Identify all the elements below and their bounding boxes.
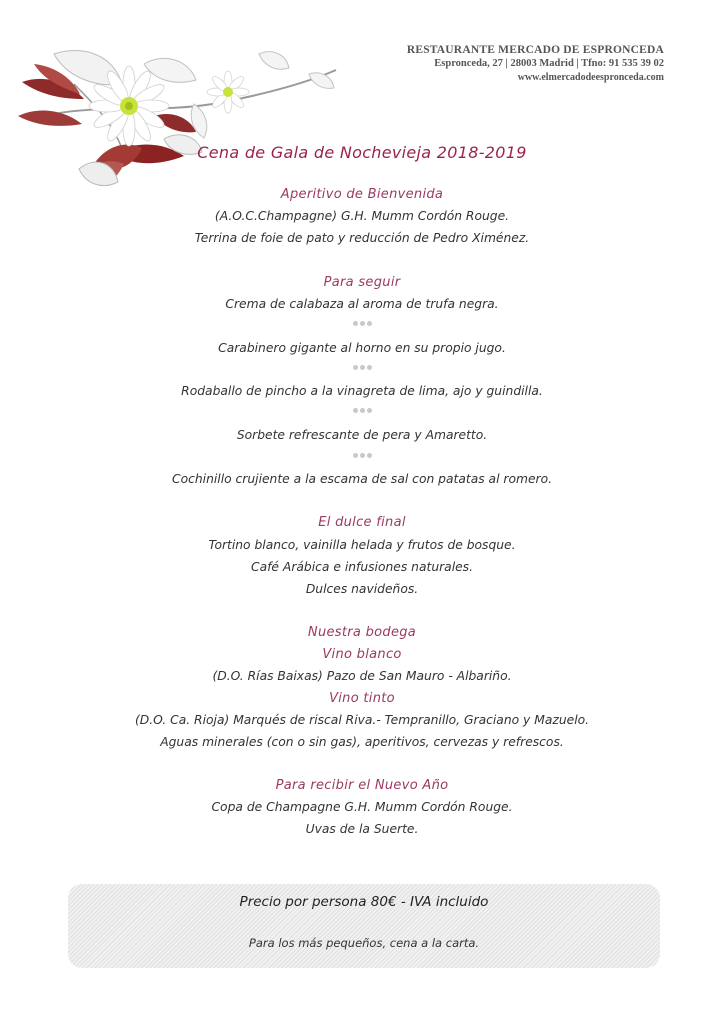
subheading-vino-blanco: Vino blanco xyxy=(322,647,402,662)
dots-separator xyxy=(0,321,724,329)
menu-item: Dulces navideños. xyxy=(305,582,419,596)
section-heading-bodega: Nuestra bodega xyxy=(307,625,417,640)
kids-note: Para los más pequeños, cena a la carta. xyxy=(248,936,480,950)
menu-item: Rodaballo de pincho a la vinagreta de lima, ajo y guindilla. xyxy=(181,384,543,398)
menu-item: Crema de calabaza al aroma de trufa negra. xyxy=(225,297,499,311)
menu-item: Carabinero gigante al horno en su propio jugo. xyxy=(218,341,506,355)
menu-item: (D.O. Ca. Rioja) Marqués de riscal Riva.- Tempranillo, Graciano y Mazuelo. xyxy=(134,713,590,727)
menu-item: Cochinillo crujiente a la escama de sal con patatas al romero. xyxy=(171,472,553,486)
menu-item: (D.O. Rías Baixas) Pazo de San Mauro - Albariño. xyxy=(212,669,512,683)
menu-item: Uvas de la Suerte. xyxy=(305,822,419,836)
restaurant-website[interactable]: www.elmercadodeespronceda.com xyxy=(517,72,664,83)
section-heading-seguir: Para seguir xyxy=(323,275,401,290)
section-heading-nuevo-ano: Para recibir el Nuevo Año xyxy=(275,778,449,793)
floral-decoration xyxy=(14,44,344,204)
menu-title: Cena de Gala de Nochevieja 2018-2019 xyxy=(197,143,527,162)
restaurant-header xyxy=(407,43,664,84)
subheading-vino-tinto: Vino tinto xyxy=(329,691,395,706)
price-box xyxy=(68,884,660,968)
restaurant-address: Espronceda, 27 | 28003 Madrid | Tfno: 91 535 39 02 xyxy=(434,58,664,69)
dots-separator xyxy=(0,453,724,461)
dots-separator xyxy=(0,365,724,373)
menu-item: Café Arábica e infusiones naturales. xyxy=(250,560,474,574)
section-heading-dulce: El dulce final xyxy=(318,515,406,530)
menu-item: (A.O.C.Champagne) G.H. Mumm Cordón Rouge. xyxy=(214,209,510,223)
menu-item: Tortino blanco, vainilla helada y frutos de bosque. xyxy=(208,538,516,552)
price-per-person: Precio por persona 80€ - IVA incluido xyxy=(239,894,489,910)
section-heading-aperitivo: Aperitivo de Bienvenida xyxy=(280,187,444,202)
menu-item: Copa de Champagne G.H. Mumm Cordón Rouge. xyxy=(211,800,513,814)
menu-item: Terrina de foie de pato y reducción de Pedro Ximénez. xyxy=(194,231,530,245)
menu-item: Sorbete refrescante de pera y Amaretto. xyxy=(236,428,488,442)
menu-item: Aguas minerales (con o sin gas), aperitivos, cervezas y refrescos. xyxy=(160,735,564,749)
dots-separator xyxy=(0,408,724,416)
restaurant-name: RESTAURANTE MERCADO DE ESPRONCEDA xyxy=(406,44,664,56)
